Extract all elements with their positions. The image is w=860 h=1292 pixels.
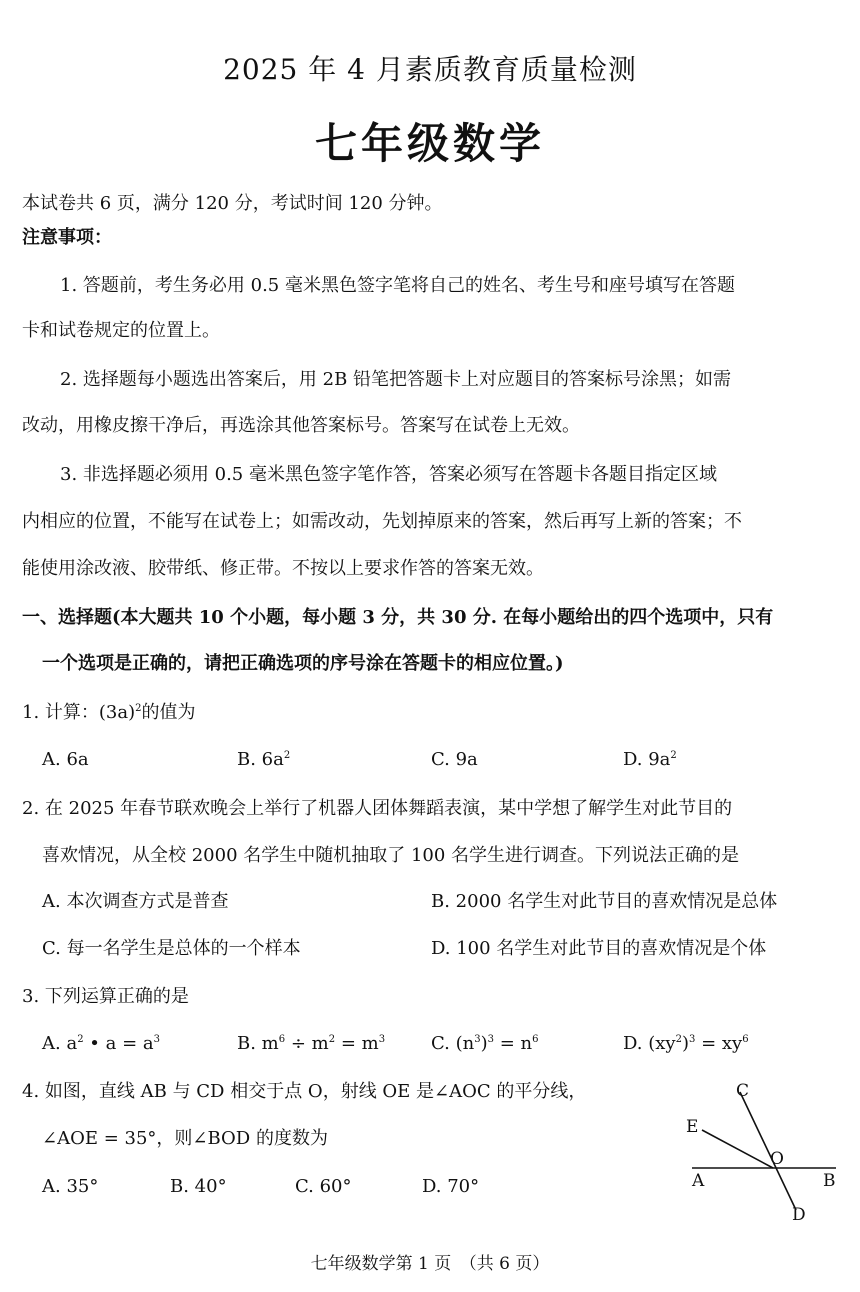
section-heading-line-1: 一、选择题(本大题共 10 个小题，每小题 3 分，共 30 分. 在每小题给出的四个选项中，只有 — [22, 607, 774, 628]
note-3-line-3: 能使用涂改液、胶带纸、修正带。不按以上要求作答的答案无效。 — [22, 558, 544, 579]
question-4-option-b: B. 40° — [170, 1176, 227, 1197]
label-a: A — [692, 1171, 705, 1191]
question-4-stem-line-1: 4. 如图，直线 AB 与 CD 相交于点 O，射线 OE 是∠AOC 的平分线， — [22, 1081, 587, 1102]
subject-title: 七年级数学 — [314, 119, 545, 168]
label-e: E — [686, 1117, 699, 1137]
note-3-line-1: 3. 非选择题必须用 0.5 毫米黑色签字笔作答，答案必须写在答题卡各题目指定区域 — [60, 464, 717, 485]
question-2-stem-line-1: 2. 在 2025 年春节联欢晚会上举行了机器人团体舞蹈表演，某中学想了解学生对此节目的 — [22, 798, 733, 819]
question-3-option-a: A. $a^2$ • $a = a^3$ — [42, 1033, 160, 1054]
label-b: B — [823, 1171, 836, 1191]
note-1-line-2: 卡和试卷规定的位置上。 — [22, 320, 220, 341]
question-3-option-c: C. $(n^3)^3 = n^6$ — [431, 1033, 539, 1054]
label-d: D — [792, 1205, 806, 1225]
question-4-option-c: C. 60° — [295, 1176, 352, 1197]
section-heading-line-2: 一个选项是正确的，请把正确选项的序号涂在答题卡的相应位置。) — [42, 653, 564, 674]
question-4-option-a: A. 35° — [42, 1176, 99, 1197]
question-1-option-b: B. $6a^2$ — [237, 749, 291, 770]
question-4-option-d: D. 70° — [422, 1176, 480, 1197]
note-2-line-1: 2. 选择题每小题选出答案后，用 2B 铅笔把答题卡上对应题目的答案标号涂黑；如需 — [60, 369, 732, 390]
question-4-figure — [680, 1078, 840, 1226]
question-2-option-b: B. 2000 名学生对此节目的喜欢情况是总体 — [431, 891, 778, 912]
question-1-stem: 1. 计算：$(3a)^2$的值为 — [22, 702, 196, 723]
note-1-line-1: 1. 答题前，考生务必用 0.5 毫米黑色签字笔将自己的姓名、考生号和座号填写在答题 — [60, 275, 735, 296]
question-3-stem: 3. 下列运算正确的是 — [22, 986, 189, 1007]
question-2-option-a: A. 本次调查方式是普查 — [42, 891, 229, 912]
notice-heading: 注意事项： — [22, 227, 112, 248]
ray-oe — [702, 1130, 773, 1168]
exam-summary: 本试卷共 6 页，满分 120 分，考试时间 120 分钟。 — [22, 193, 443, 214]
question-1-option-d: D. $9a^2$ — [623, 749, 677, 770]
note-2-line-2: 改动，用橡皮擦干净后，再选涂其他答案标号。答案写在试卷上无效。 — [22, 415, 580, 436]
line-cd — [740, 1092, 796, 1210]
label-c: C — [736, 1081, 750, 1101]
question-3-option-d: D. $(xy^2)^3 = xy^6$ — [623, 1033, 749, 1054]
question-1-option-a: A. 6a — [42, 749, 89, 770]
note-3-line-2: 内相应的位置，不能写在试卷上；如需改动，先划掉原来的答案，然后再写上新的答案；不 — [22, 511, 742, 532]
question-2-stem-line-2: 喜欢情况，从全校 2000 名学生中随机抽取了 100 名学生进行调查。下列说法正确的是 — [42, 845, 740, 866]
question-2-option-d: D. 100 名学生对此节目的喜欢情况是个体 — [431, 938, 767, 959]
question-2-option-c: C. 每一名学生是总体的一个样本 — [42, 938, 301, 959]
page-footer: 七年级数学第 1 页 （共 6 页） — [310, 1254, 550, 1274]
question-3-option-b: B. $m^6 \div m^2 = m^3$ — [237, 1033, 386, 1054]
label-o: O — [770, 1149, 784, 1169]
question-4-stem-line-2: ∠AOE = 35°，则∠BOD 的度数为 — [42, 1128, 328, 1149]
question-1-option-c: C. 9a — [431, 749, 478, 770]
exam-title: 2025 年 4 月素质教育质量检测 — [223, 53, 637, 86]
